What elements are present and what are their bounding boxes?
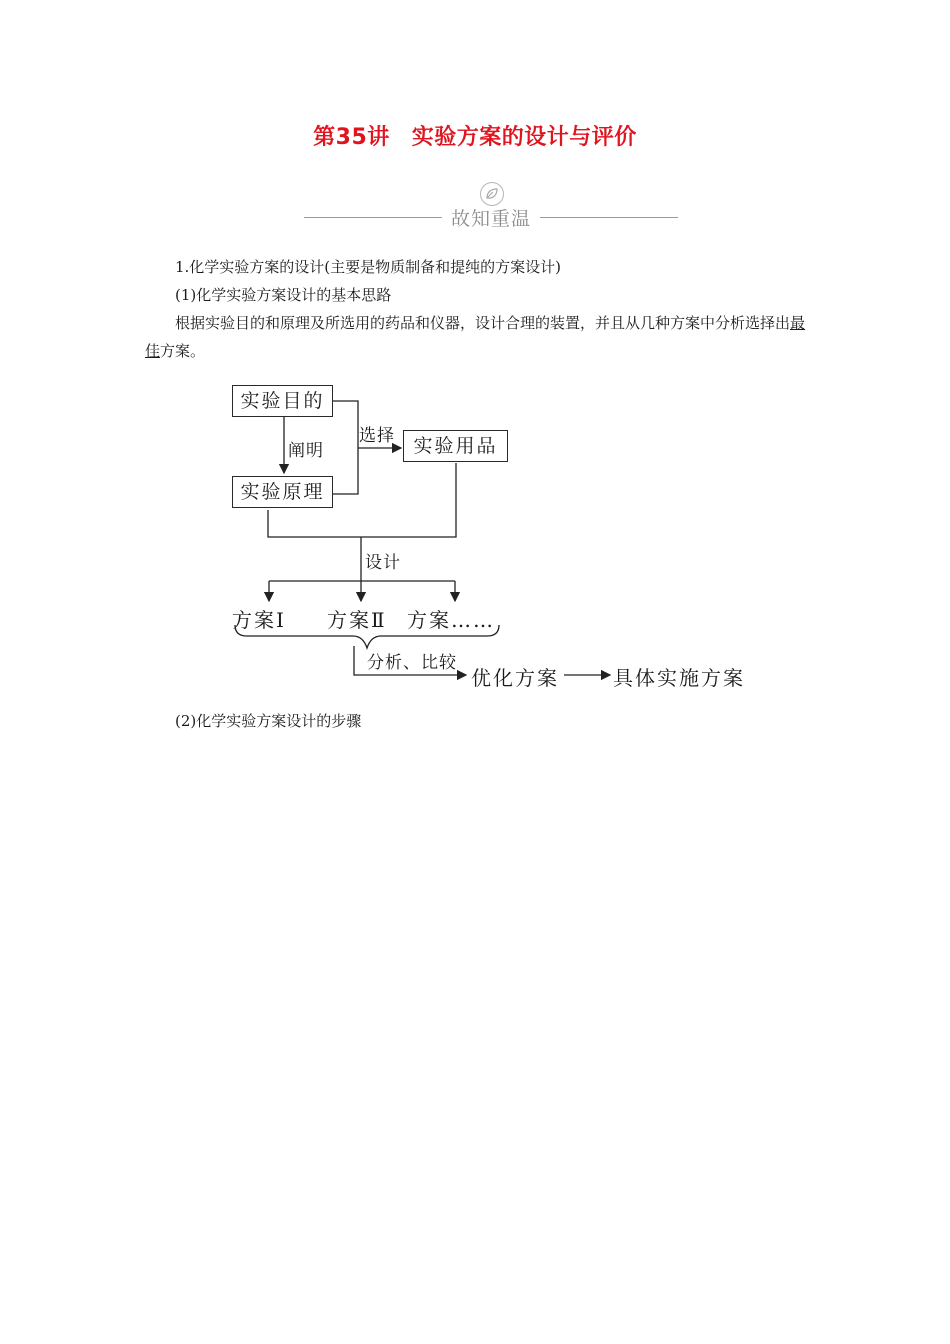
lecture-title: 实验方案的设计与评价 [411, 125, 637, 150]
label-analyze-compare: 分析、比较 [367, 653, 457, 673]
box-experiment-goal: 实验目的 [232, 385, 333, 417]
bracket-select [333, 401, 358, 494]
label-select: 选择 [359, 426, 395, 446]
paragraph-description [145, 309, 810, 365]
banner-divider-right [540, 217, 678, 218]
banner-divider-left [304, 217, 442, 218]
underlined-term: 最佳 [145, 314, 806, 360]
optimized-plan: 优化方案 [471, 666, 559, 690]
box-experiment-principle: 实验原理 [232, 476, 333, 508]
section-banner [300, 180, 682, 230]
paragraph-design-steps: (2)化学实验方案设计的步骤 [175, 712, 362, 730]
diagram-connectors [215, 368, 770, 700]
banner-label: 故知重温 [450, 208, 531, 230]
description-end: 方案。 [160, 342, 206, 360]
implementation-plan: 具体实施方案 [613, 666, 745, 690]
plan-more: 方案…… [407, 608, 495, 632]
page-title [0, 120, 950, 151]
flow-diagram [215, 368, 770, 700]
description-text: 根据实验目的和原理及所选用的药品和仪器，设计合理的装置，并且从几种方案中分析选择出 [175, 314, 791, 332]
label-clarify: 阐明 [288, 441, 324, 461]
lecture-number: 第35讲 [313, 125, 390, 150]
paragraph-design-heading: 1.化学实验方案的设计(主要是物质制备和提纯的方案设计) [175, 258, 562, 276]
plan-one: 方案Ⅰ [232, 608, 286, 632]
leaf-icon [480, 182, 504, 206]
box-experiment-materials: 实验用品 [403, 430, 508, 462]
label-design: 设计 [365, 553, 401, 573]
plan-two: 方案Ⅱ [327, 608, 387, 632]
paragraph-basic-idea: (1)化学实验方案设计的基本思路 [175, 286, 392, 304]
